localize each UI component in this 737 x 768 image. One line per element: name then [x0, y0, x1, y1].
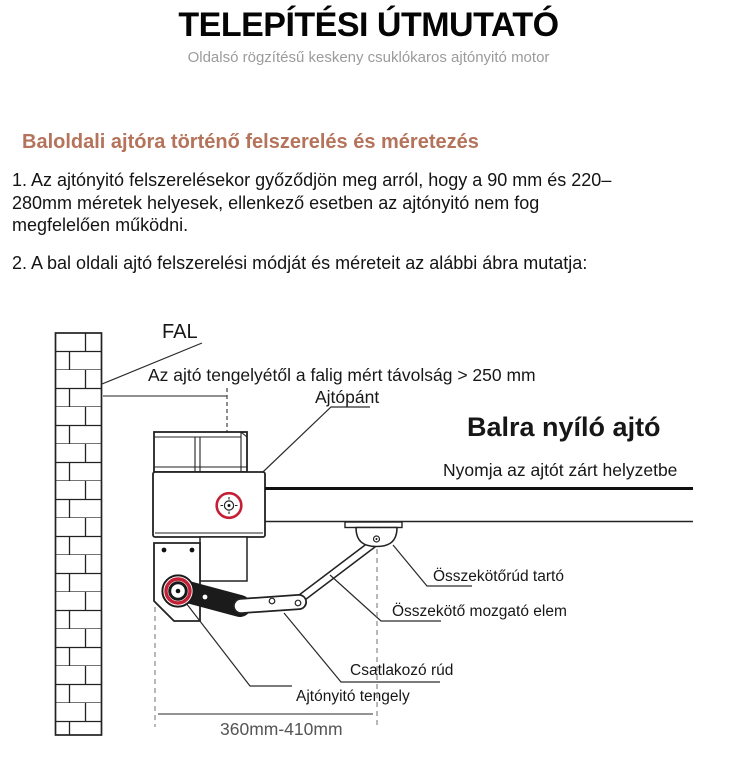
section-heading: Baloldali ajtóra történő felszerelés és méretezés [22, 131, 479, 153]
wall-label: FAL [162, 321, 198, 343]
installation-diagram [0, 290, 737, 768]
motor-body [153, 472, 265, 537]
opener-axis-pivot [162, 575, 193, 606]
bolt-dot [162, 548, 167, 553]
push-closed-label: Nyomja az ajtót zárt helyzetbe [443, 460, 678, 480]
link-hole [295, 600, 301, 606]
instruction-step-1: 1. Az ajtónyitó felszerelésekor győződjön meg arról, hogy a 90 mm és 220–280mm méretek helyesek, ellenkező esetben az ajtónyitó nem fog megfelelően működni. [12, 170, 612, 235]
wall-brick-column [56, 333, 102, 735]
rod-holder-bracket [345, 522, 402, 547]
connecting-rod-label: Csatlakozó rúd [350, 662, 454, 679]
link-hole [269, 598, 275, 604]
hinge-label: Ajtópánt [315, 387, 380, 407]
bolt-dot [190, 548, 195, 553]
distance-label: Az ajtó tengelyétől a falig mért távolság > 250 mm [148, 365, 536, 385]
opener-axis-label: Ajtónyitó tengely [296, 688, 410, 705]
dimension-label: 360mm-410mm [220, 719, 343, 739]
page-subtitle: Oldalsó rögzítésű keskeny csuklókaros ajtónyitó motor [187, 49, 550, 66]
door-hinge-marker [217, 493, 242, 518]
motor-back-plate [200, 537, 247, 581]
page-title: TELEPÍTÉSI ÚTMUTATÓ [178, 6, 559, 44]
door-direction-label: Balra nyíló ajtó [467, 412, 661, 442]
rod-holder-label: Összekötőrúd tartó [433, 568, 564, 585]
linkage-mover-label: Összekötő mozgató elem [392, 603, 567, 620]
instruction-step-2: 2. A bal oldali ajtó felszerelési módját és méreteit az alábbi ábra mutatja: [12, 253, 588, 273]
link-hole [238, 604, 243, 609]
link-hole [203, 595, 208, 600]
